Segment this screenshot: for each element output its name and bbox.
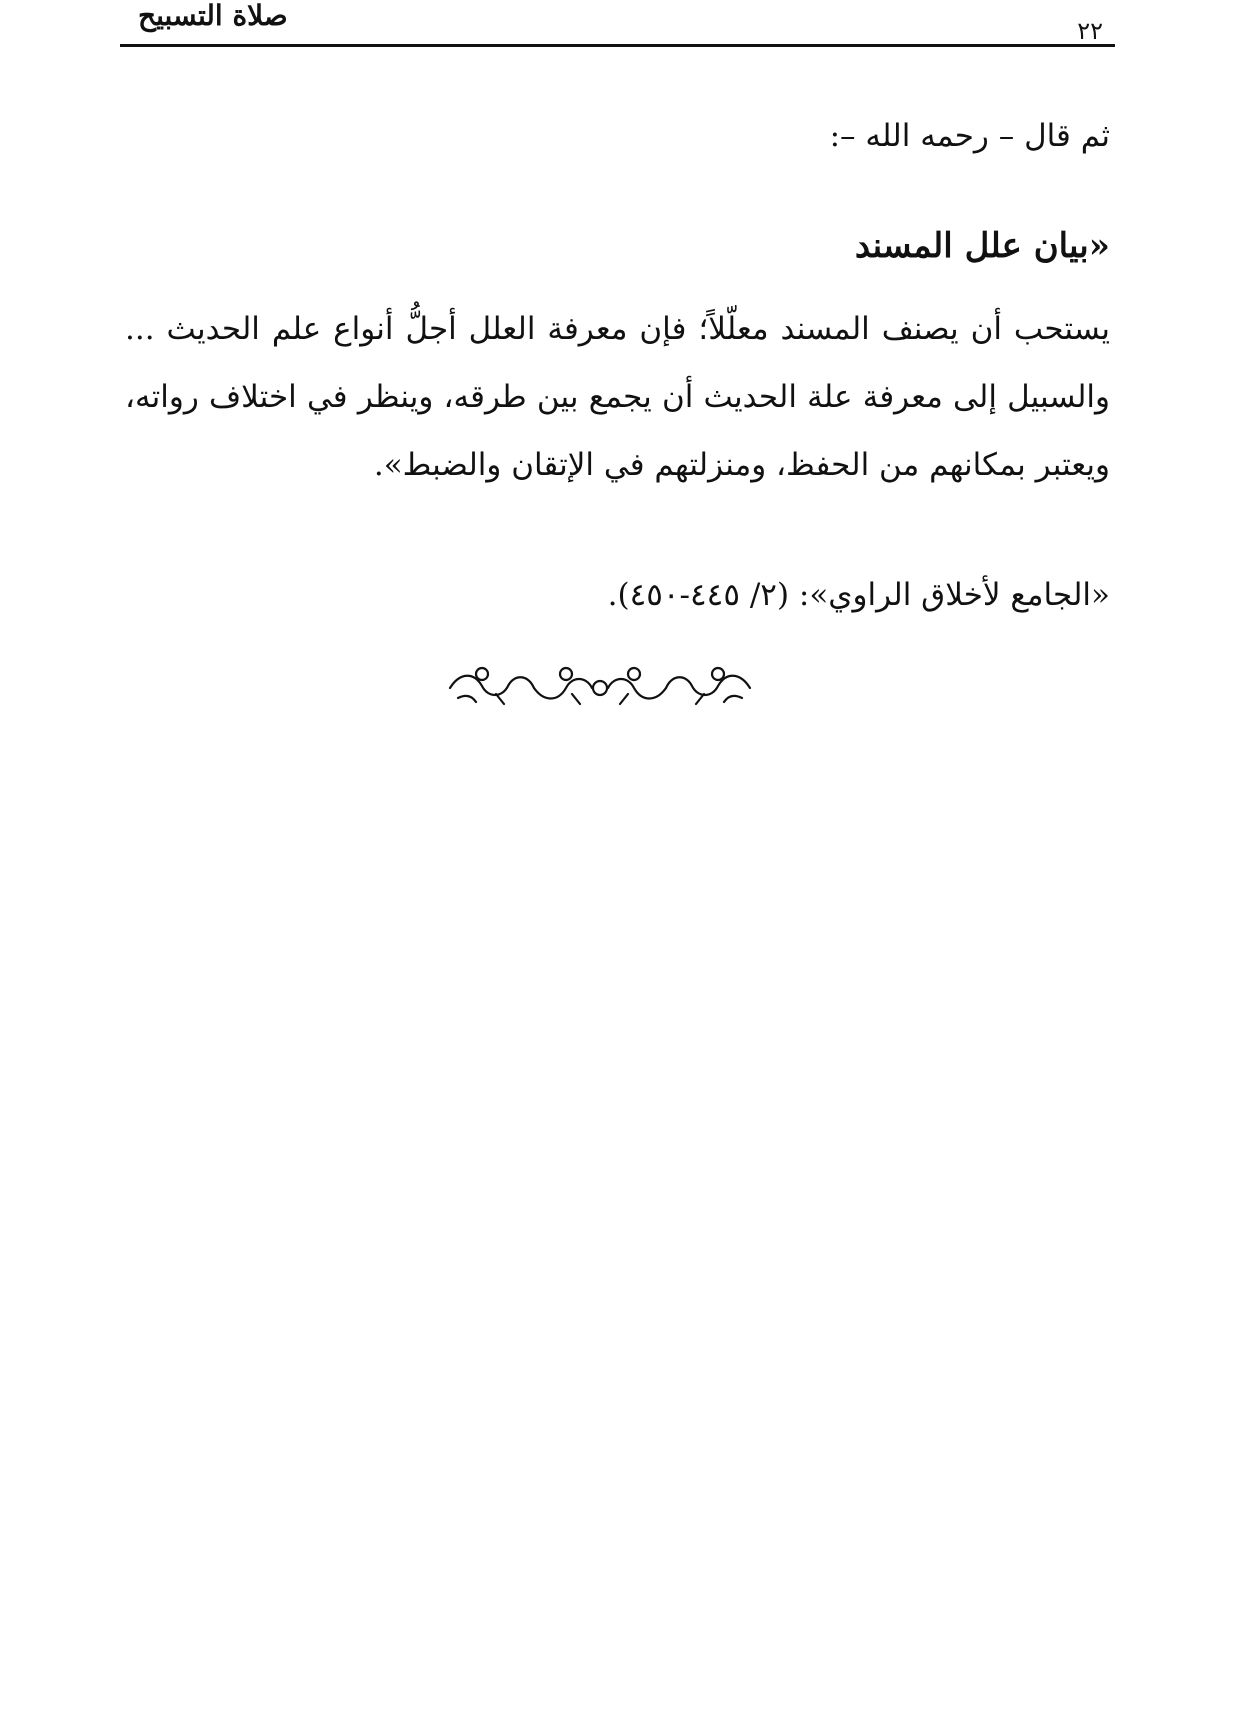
running-header [120,0,1115,46]
running-title: صلاة التسبيح [138,0,288,32]
floral-divider-icon [440,664,760,708]
section-heading: «بيان علل المسند [854,226,1110,266]
intro-line: ثم قال – رحمه الله –: [829,118,1110,154]
source-citation: «الجامع لأخلاق الراوي»: (٢/ ٤٤٥-٤٥٠). [607,577,1110,613]
header-rule [120,44,1115,47]
quoted-paragraph: يستحب أن يصنف المسند معلّلاً؛ فإن معرفة العلل أجلُّ أنواع علم الحديث ... والسبيل إلى معرفة علة الحديث أن يجمع بين طرقه، وينظر في اختلاف رواته، ويعتبر بمكانهم من الحفظ، ومنزلتهم في الإتقان والضبط». [125,311,1110,483]
page-number: ٢٢ [1077,17,1103,45]
